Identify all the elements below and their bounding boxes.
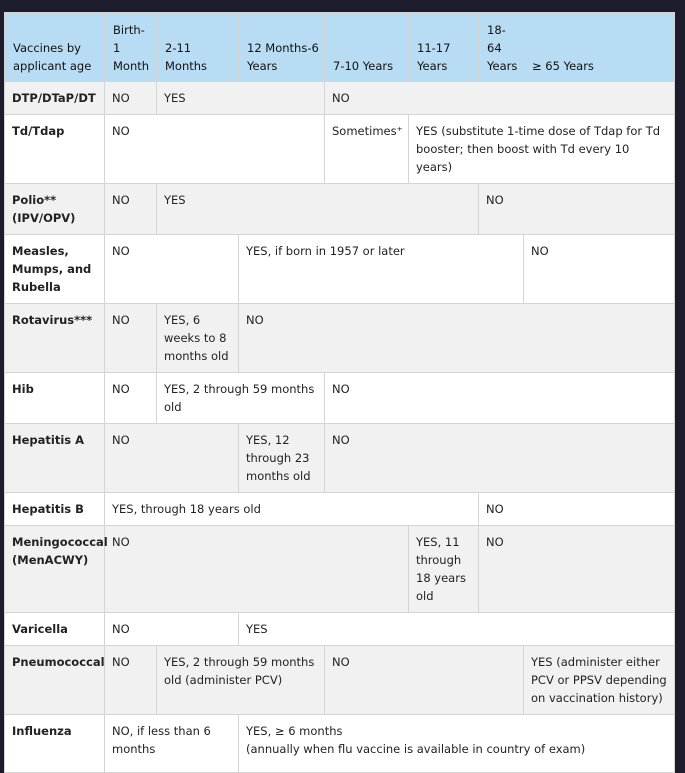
requirement-cell: NO (105, 235, 239, 304)
header-12-months-6-years: 12 Months-6 Years (239, 13, 325, 82)
requirement-cell: YES, 12 through 23 months old (239, 424, 325, 493)
table-row (5, 526, 675, 613)
requirement-cell: NO (479, 526, 675, 613)
requirement-cell: NO (325, 646, 524, 715)
requirement-cell: NO (105, 373, 157, 424)
requirement-cell: YES, ≥ 6 months (annually when flu vaccine is available in country of exam) (239, 715, 675, 773)
requirement-cell: NO (105, 115, 325, 184)
header-birth-1-month: Birth-1 Month (105, 13, 157, 82)
vaccine-name-cell: Meningococcal (MenACWY) (5, 526, 105, 613)
vaccine-name-cell: DTP/DTaP/DT (5, 82, 105, 115)
requirement-cell: NO (479, 493, 675, 526)
requirement-cell: YES, if born in 1957 or later (239, 235, 524, 304)
header-2-11-months: 2-11 Months (157, 13, 239, 82)
requirement-cell: NO (105, 526, 409, 613)
requirement-cell: NO (325, 82, 675, 115)
header-7-10-years: 7-10 Years (325, 13, 409, 82)
requirement-cell: YES (239, 613, 675, 646)
requirement-cell: NO (105, 646, 157, 715)
vaccine-name-cell: Polio** (IPV/OPV) (5, 184, 105, 235)
table-row (5, 304, 675, 373)
header-18-64-years: 18-64 Years (479, 13, 524, 82)
vaccine-name-cell: Varicella (5, 613, 105, 646)
requirement-cell: NO, if less than 6 months (105, 715, 239, 773)
requirement-cell: YES, 6 weeks to 8 months old (157, 304, 239, 373)
requirement-cell: NO (479, 184, 675, 235)
table-row (5, 424, 675, 493)
table-row (5, 82, 675, 115)
requirement-cell: YES, through 18 years old (105, 493, 479, 526)
requirement-cell: NO (524, 235, 675, 304)
requirement-cell: YES (157, 82, 325, 115)
requirement-cell: Sometimes⁺ (325, 115, 409, 184)
vaccine-name-cell: Pneumococcal (5, 646, 105, 715)
requirement-cell: NO (325, 373, 675, 424)
table-row (5, 613, 675, 646)
vaccine-name-cell: Hib (5, 373, 105, 424)
vaccine-name-cell: Hepatitis A (5, 424, 105, 493)
requirement-cell: YES, 2 through 59 months old (administer PCV) (157, 646, 325, 715)
requirement-cell: YES (substitute 1-time dose of Tdap for Td booster; then boost with Td every 10 years) (409, 115, 675, 184)
vaccine-name-cell: Influenza (5, 715, 105, 773)
table-row (5, 235, 675, 304)
header-vaccines: Vaccines by applicant age (5, 13, 105, 82)
table-row (5, 715, 675, 773)
table-row (5, 184, 675, 235)
table-row (5, 373, 675, 424)
requirement-cell: NO (105, 184, 157, 235)
requirement-cell: YES (administer either PCV or PPSV depending on vaccination history) (524, 646, 675, 715)
header-65-plus-years: ≥ 65 Years (524, 13, 675, 82)
table-row (5, 646, 675, 715)
requirement-cell: YES (157, 184, 479, 235)
vaccine-requirements-table (4, 12, 675, 773)
requirement-cell: NO (105, 82, 157, 115)
requirement-cell: NO (239, 304, 675, 373)
table-header-row (5, 13, 675, 82)
vaccine-name-cell: Measles, Mumps, and Rubella (5, 235, 105, 304)
requirement-cell: YES, 11 through 18 years old (409, 526, 479, 613)
requirement-cell: NO (105, 424, 239, 493)
requirement-cell: NO (325, 424, 675, 493)
vaccine-name-cell: Rotavirus*** (5, 304, 105, 373)
requirement-cell: NO (105, 613, 239, 646)
table-row (5, 493, 675, 526)
table-row (5, 115, 675, 184)
requirement-cell: YES, 2 through 59 months old (157, 373, 325, 424)
vaccine-name-cell: Td/Tdap (5, 115, 105, 184)
vaccine-name-cell: Hepatitis B (5, 493, 105, 526)
header-11-17-years: 11-17 Years (409, 13, 479, 82)
requirement-cell: NO (105, 304, 157, 373)
vaccine-table-container (4, 12, 674, 756)
